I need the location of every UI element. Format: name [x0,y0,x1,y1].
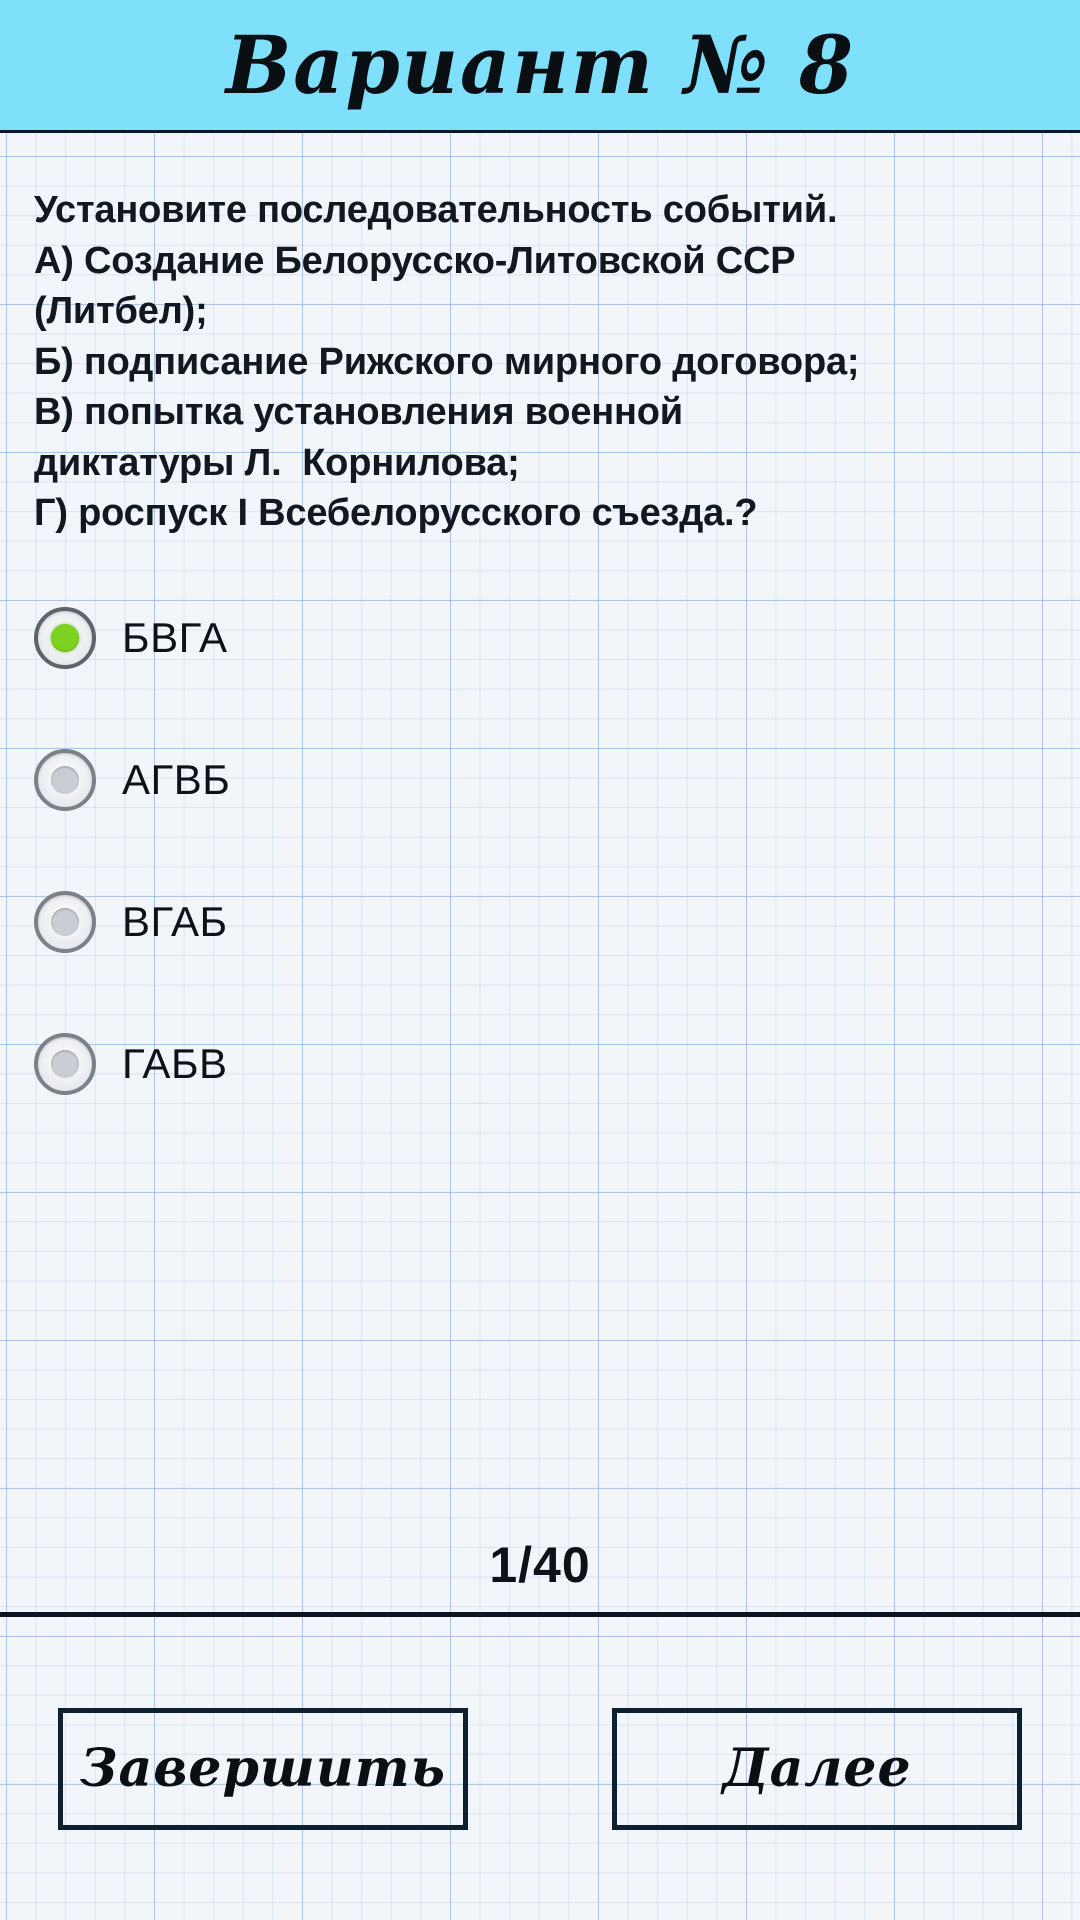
answer-options [0,567,1080,1135]
question-line: Установите последовательность событий. [34,189,838,231]
progress-area [0,1536,1080,1612]
question-line: диктатуры Л. Корнилова; [34,441,520,484]
option-label: ГАБВ [122,1039,228,1087]
question-line: (Литбел); [34,290,208,333]
option-label: БВГА [122,613,228,661]
radio-button-icon[interactable] [34,607,96,669]
question-line: Б) подписание Рижского мирного договора; [34,340,860,383]
option-1[interactable] [34,567,1046,709]
page-title: Вариант № 8 [225,18,855,112]
radio-dot-icon [51,908,79,936]
quiz-content [0,133,1080,1612]
next-button-label: Далее [722,1737,912,1799]
option-2[interactable] [34,709,1046,851]
question-text [34,185,1046,539]
option-label: АГВБ [122,755,231,803]
next-button[interactable] [612,1708,1022,1830]
radio-dot-icon [51,624,79,652]
finish-button-label: Завершить [80,1737,446,1799]
option-3[interactable] [34,851,1046,993]
option-label: ВГАБ [122,897,228,945]
app-header [0,0,1080,133]
option-4[interactable] [34,993,1046,1135]
finish-button[interactable] [58,1708,468,1830]
footer-bar [0,1617,1080,1920]
question-line: А) Создание Белорусско-Литовской ССР [34,239,796,282]
radio-button-icon[interactable] [34,1033,96,1095]
radio-dot-icon [51,766,79,794]
radio-dot-icon [51,1050,79,1078]
radio-button-icon[interactable] [34,891,96,953]
question-counter: 1/40 [489,1537,591,1593]
radio-button-icon[interactable] [34,749,96,811]
question-line: Г) роспуск I Всебелорусского съезда.? [34,492,758,535]
question-line: В) попытка установления военной [34,391,683,434]
